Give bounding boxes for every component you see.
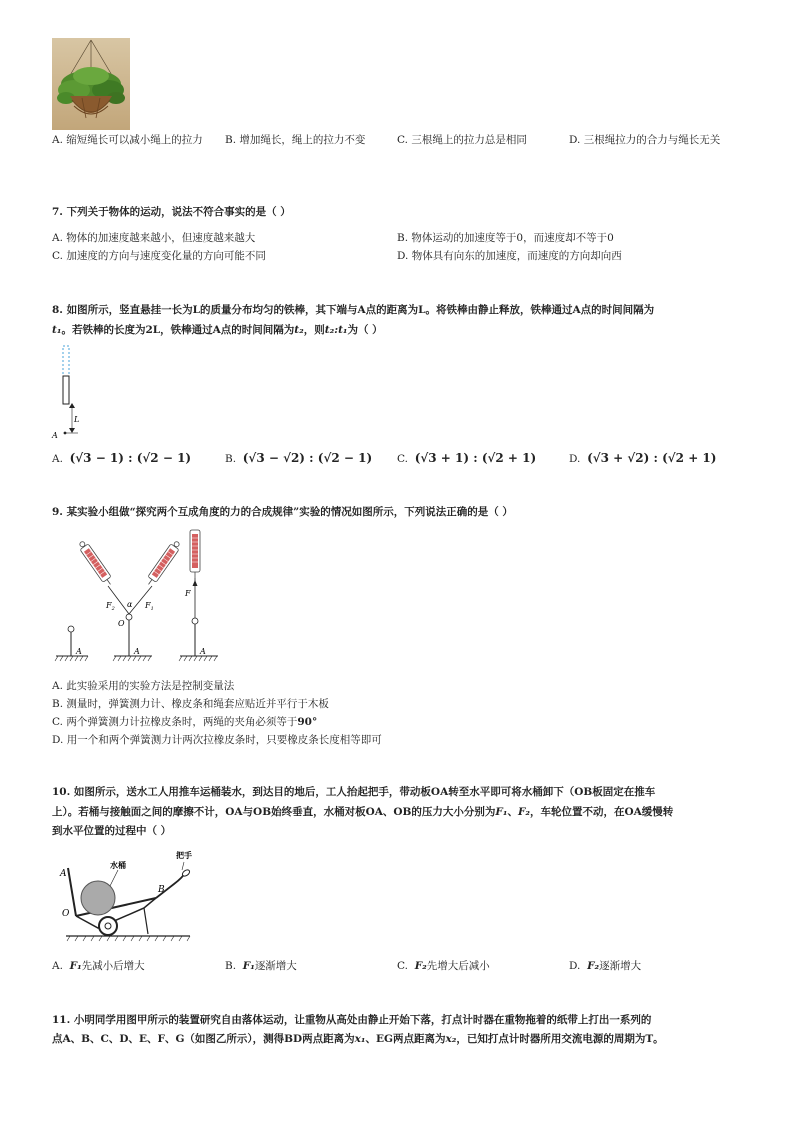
q10-option-a-text: 先减小后增大 <box>81 960 145 972</box>
q10-option-b <box>225 957 297 975</box>
q7-option-c: C. 加速度的方向与速度变化量的方向可能不同 <box>52 250 266 262</box>
q7-option-d: D. 物体具有向东的加速度，而速度的方向却向西 <box>397 250 622 262</box>
q9-stem: 9. 某实验小组做“探究两个互成角度的力的合成规律”实验的情况如图所示，下列说法正确的是（ ） <box>52 506 513 518</box>
q8-option-c-expr: (√3 + 1) : (√2 + 1) <box>414 451 537 465</box>
q9-angle: 90° <box>297 716 318 728</box>
q11-stem-line2-text3: ，已知打点计时器所用交流电源的周期为T。 <box>456 1033 664 1045</box>
q8-stem-line2-text3: 为（ ） <box>347 324 383 336</box>
q8-option-d-expr: (√3 + √2) : (√2 + 1) <box>587 451 717 465</box>
q9-fig-label-f2 <box>105 601 115 612</box>
q10-option-d-letter: D. <box>569 960 581 972</box>
q8-fig-label-a: A <box>52 431 58 440</box>
q9-fig-label-a2: A <box>134 647 140 656</box>
q10-option-a-letter: A. <box>52 960 63 972</box>
q10-fig-label-bucket: 水桶 <box>110 860 126 870</box>
q8-option-c <box>397 449 536 468</box>
q7-stem: 7. 下列关于物体的运动，说法不符合事实的是（ ） <box>52 206 291 218</box>
q10-option-c-letter: C. <box>397 960 408 972</box>
q10-option-b-f: F₁ <box>242 960 255 972</box>
q10-sep: 、 <box>507 806 518 818</box>
q8-option-b-expr: (√3 − √2) : (√2 − 1) <box>242 451 373 465</box>
q8-fig-label-l: L <box>74 415 80 424</box>
q10-f2: F₂ <box>517 806 531 818</box>
q10-option-c-text: 先增大后减小 <box>426 960 490 972</box>
q8-option-c-letter: C. <box>397 453 408 465</box>
q6-option-b: B. 增加绳长，绳上的拉力不变 <box>225 134 366 146</box>
q9-fig-label-a1: A <box>76 647 82 656</box>
q9-option-a: A. 此实验采用的实验方法是控制变量法 <box>52 680 235 692</box>
q10-option-d-f: F₂ <box>587 960 600 972</box>
q9-option-c <box>52 713 317 731</box>
q8-option-b-letter: B. <box>225 453 237 465</box>
q8-stem-line1: 8. 如图所示，竖直悬挂一长为L的质量分布均匀的铁棒，其下端与A点的距离为L。将铁棒由静止释放，铁棒通过A点的时间间隔为 <box>52 304 655 316</box>
q8-option-a-expr: (√3 − 1) : (√2 − 1) <box>69 451 192 465</box>
q9-option-d: D. 用一个和两个弹簧测力计两次拉橡皮条时，只要橡皮条长度相等即可 <box>52 734 382 746</box>
q10-fig-label-o: O <box>62 909 70 919</box>
q8-option-d-letter: D. <box>569 453 581 465</box>
q8-stem-line2-text: 。若铁棒的长度为2L，铁棒通过A点的时间间隔为 <box>61 324 295 336</box>
q10-f1: F₁ <box>495 806 508 818</box>
q6-option-d: D. 三根绳拉力的合力与绳长无关 <box>569 134 721 146</box>
q9-option-b: B. 测量时，弹簧测力计、橡皮条和绳套应贴近并平行于木板 <box>52 698 329 710</box>
q10-stem-line3: 到水平位置的过程中（ ） <box>52 825 172 837</box>
q10-option-d-text: 逐渐增大 <box>599 960 642 972</box>
q8-iron-rod-figure <box>48 344 88 440</box>
q8-stem-line2 <box>52 320 383 340</box>
q9-f1-letter: F <box>145 601 151 610</box>
q9-fig-label-a3: A <box>200 647 206 656</box>
q8-option-d <box>569 449 716 468</box>
q11-x2: x₂ <box>445 1033 457 1045</box>
q10-option-c <box>397 957 490 975</box>
q6-option-a: A. 缩短绳长可以减小绳上的拉力 <box>52 134 203 146</box>
q10-cart-figure <box>58 846 208 944</box>
q8-option-a <box>52 449 191 468</box>
q10-option-a <box>52 957 145 975</box>
q7-option-a: A. 物体的加速度越来越小，但速度越来越大 <box>52 232 256 244</box>
q10-stem-line1: 10. 如图所示，送水工人用推车运桶装水，到达目的地后，工人抬起把手，带动板OA转至水平即可将水桶卸下（OB板固定在推车 <box>52 786 656 798</box>
q11-stem-line2 <box>52 1029 664 1049</box>
q10-stem-line2 <box>52 802 673 822</box>
q10-fig-label-b: B <box>158 885 165 895</box>
q8-option-b <box>225 449 372 468</box>
q10-fig-label-a: A <box>60 869 67 879</box>
q11-x1: x₁ <box>354 1033 366 1045</box>
q9-spring-scale-figure <box>52 528 222 666</box>
q7-option-b: B. 物体运动的加速度等于0，而速度却不等于0 <box>397 232 614 244</box>
q10-option-c-f: F₂ <box>414 960 427 972</box>
q11-stem-line2-text2: 、EG两点距离为 <box>365 1033 446 1045</box>
q8-stem-line2-text2: ，则 <box>303 324 325 336</box>
q8-ratio: t₂:t₁ <box>324 324 348 336</box>
q10-fig-label-handle: 把手 <box>176 850 192 860</box>
q8-t1: t₁ <box>52 324 62 336</box>
q9-f2-sub: 2 <box>111 606 115 612</box>
q9-option-c-text: C. 两个弹簧测力计拉橡皮条时，两绳的夹角必须等于 <box>52 716 298 728</box>
q9-fig-label-f: F <box>185 589 191 598</box>
q8-t2: t₂ <box>294 324 304 336</box>
q11-stem-line1: 11. 小明同学用图甲所示的装置研究自由落体运动，让重物从高处由静止开始下落，打点计时器在重物拖着的纸带上打出一系列的 <box>52 1014 652 1026</box>
q10-stem-line2-text: 上）。若桶与接触面之间的摩擦不计，OA与OB始终垂直，水桶对板OA、OB的压力大小分别为 <box>52 806 496 818</box>
q10-option-a-f: F₁ <box>69 960 82 972</box>
q9-f1-sub: 1 <box>150 606 154 612</box>
q10-option-b-text: 逐渐增大 <box>254 960 297 972</box>
q10-option-b-letter: B. <box>225 960 237 972</box>
q9-fig-label-f1 <box>144 601 154 612</box>
q6-option-c: C. 三根绳上的拉力总是相同 <box>397 134 527 146</box>
q11-stem-line2-text: 点A、B、C、D、E、F、G（如图乙所示），测得BD两点距离为 <box>52 1033 355 1045</box>
q8-option-a-letter: A. <box>52 453 63 465</box>
q9-fig-label-alpha: α <box>127 600 133 609</box>
q10-option-d <box>569 957 641 975</box>
q10-stem-line2-text2: ，车轮位置不动，在OA缓慢转 <box>530 806 674 818</box>
q9-fig-label-o: O <box>118 619 125 628</box>
hanging-plant-photo <box>52 38 130 130</box>
q9-f2-letter: F <box>106 601 112 610</box>
